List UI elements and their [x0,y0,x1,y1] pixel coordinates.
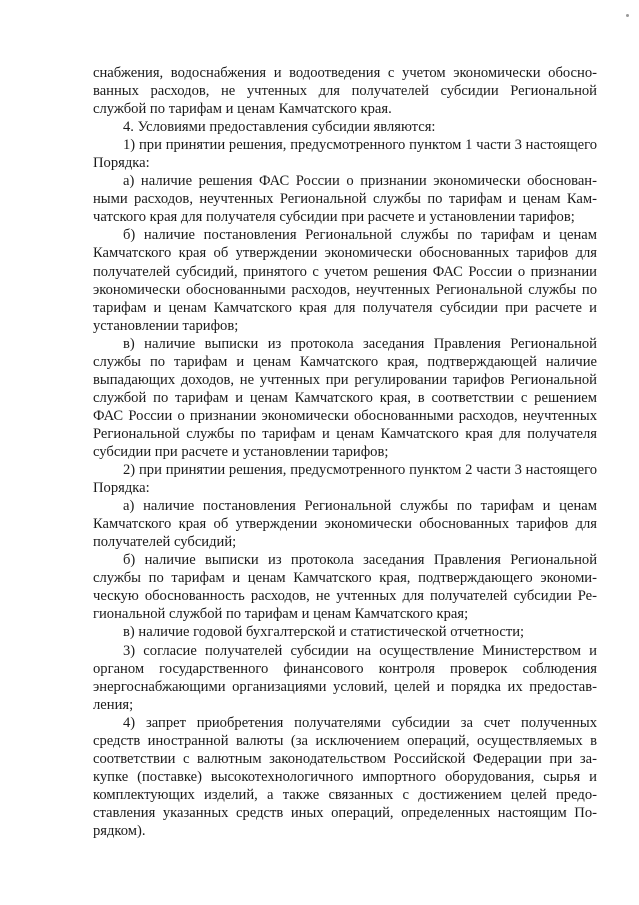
paragraph-subitem-4: 4) запрет приобретения получателями субсидии за счет полученных средств иностранной валюты (за исключением операций, осуществляемых в соответствии с валютным законодательством Российской Федерации при закупке (поставке) высокотехнологичного импортного оборудования, сырья и комплектующих изделий, а также связанных с достижением целей предоставления указанных средств иных операций, определенных настоящим Порядком). [93,714,597,839]
paragraph-subitem-1b: б) наличие постановления Региональной службы по тарифам и ценам Камчатского края об утверждении экономически обоснованных тарифов для получателей субсидий, принятого с учетом решения ФАС России о признании экономически обоснованными расходов, неучтенных Региональной службы по тарифам и ценам Камчатского края для получателя субсидии при расчете и установлении тарифов; [93,227,597,334]
paragraph-subitem-1: 1) при принятии решения, предусмотренного пунктом 1 части 3 настоящего Порядка: [93,137,597,172]
scan-dot [626,14,629,17]
paragraph-subitem-3: 3) согласие получателей субсидии на осуществление Министерством и органом государственного финансового контроля проверок соблюдения энергоснабжающими организациями условий, целей и порядка их предоставления; [93,642,597,713]
paragraph-subitem-2: 2) при принятии решения, предусмотренного пунктом 2 части 3 настоящего Порядка: [93,462,597,497]
paragraph-subitem-1a: а) наличие решения ФАС России о признании экономически обоснованными расходов, неучтенных Региональной службы по тарифам и ценам Камчатского края для получателя субсидии при расчете и установлении тарифов; [93,173,597,226]
paragraph-subitem-2v: в) наличие годовой бухгалтерской и статистической отчетности; [123,624,525,641]
paragraph-subitem-1v: в) наличие выписки из протокола заседания Правления Региональной службы по тарифам и ценам Камчатского края, подтверждающей наличие выпадающих доходов, не учтенных при регулировании тарифов Региональной службой по тарифам и ценам Камчатского края, в соответствии с решением ФАС России о признании экономически обоснованными расходов, неучтенных Региональной службы по тарифам и ценам Камчатского края для получателя субсидии при расчете и установлении тарифов; [93,335,597,460]
paragraph-continuation: снабжения, водоснабжения и водоотведения с учетом экономически обоснованных расходов, не учтенных для получателей субсидии Региональной службой по тарифам и ценам Камчатского края. [93,65,597,118]
document-page [93,64,597,840]
paragraph-item-4: 4. Условиями предоставления субсидии являются: [123,119,436,136]
paragraph-subitem-2b: б) наличие выписки из протокола заседания Правления Региональной службы по тарифам и ценам Камчатского края, подтверждающего экономическую обоснованность расходов, не учтенных для получателей субсидии Региональной службой по тарифам и ценам Камчатского края; [93,552,597,623]
paragraph-subitem-2a: а) наличие постановления Региональной службы по тарифам и ценам Камчатского края об утверждении экономически обоснованных тарифов для получателей субсидий; [93,498,597,551]
